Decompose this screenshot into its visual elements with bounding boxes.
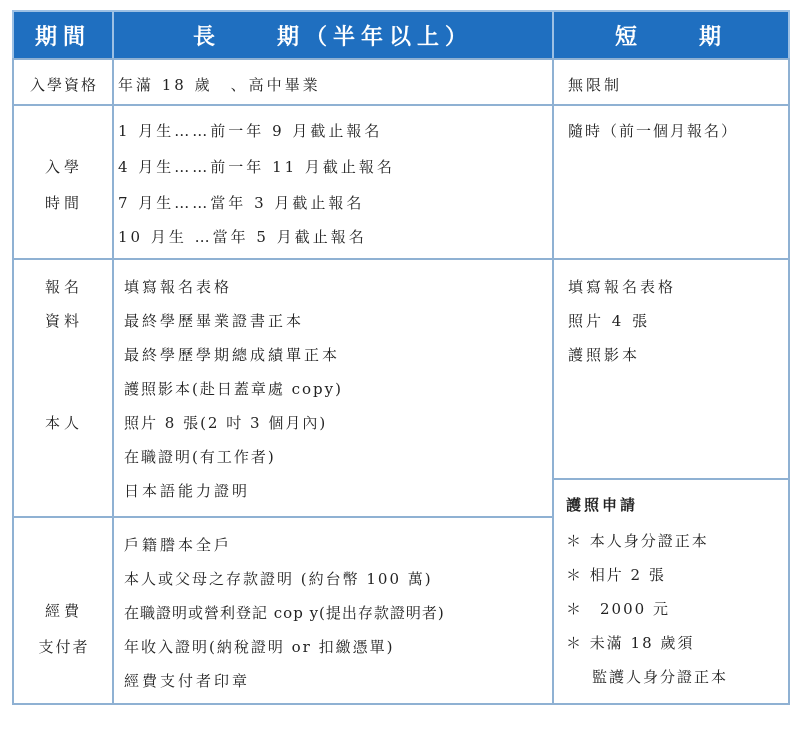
documents-short-cell — [552, 258, 790, 480]
documents-label-3: 本人 — [44, 414, 83, 432]
documents-line: 在職證明(有工作者) — [124, 448, 276, 466]
admission-short-cell — [552, 58, 790, 106]
funding-label-1: 經費 — [44, 602, 83, 620]
admission-table — [12, 10, 790, 705]
funding-line: 戶籍謄本全戶 — [124, 536, 233, 554]
passport-line: ＊ 相片 2 張 — [566, 566, 666, 584]
documents-line: 最終學歷畢業證書正本 — [124, 312, 305, 330]
timing-line: 1 月生……前一年 9 月截止報名 — [118, 122, 383, 140]
funding-line: 年收入證明(納稅證明 or 扣繳憑單) — [124, 638, 395, 656]
timing-line: 10 月生 …當年 5 月截止報名 — [118, 228, 367, 246]
funding-line: 經費支付者印章 — [124, 672, 251, 690]
timing-short: 隨時（前一個月報名） — [568, 122, 739, 140]
documents-line: 護照影本(赴日蓋章處 copy) — [124, 380, 343, 398]
passport-title: 護照申請 — [566, 496, 639, 514]
admission-short: 無限制 — [568, 76, 623, 94]
funding-label-cell — [12, 516, 114, 705]
passport-line: ＊ 未滿 18 歲須 — [566, 634, 695, 652]
documents-line: 日本語能力證明 — [124, 482, 251, 500]
funding-line: 在職證明或營利登記 cop y(提出存款證明者) — [124, 604, 445, 622]
funding-line: 本人或父母之存款證明 (約台幣 100 萬) — [124, 570, 433, 588]
documents-short-line: 照片 4 張 — [568, 312, 651, 330]
timing-line: 4 月生……前一年 11 月截止報名 — [118, 158, 395, 176]
header-short-term: 短 期 — [552, 10, 790, 60]
header-long-term: 長 期（半年以上） — [112, 10, 554, 60]
timing-line: 7 月生……當年 3 月截止報名 — [118, 194, 365, 212]
admission-label-cell — [12, 58, 114, 106]
passport-cell — [552, 478, 790, 705]
timing-label-1: 入學 — [44, 158, 83, 176]
passport-line: ＊ 2000 元 — [566, 600, 670, 618]
timing-label-2: 時間 — [44, 194, 83, 212]
admission-long: 年滿 18 歲 、高中畢業 — [118, 76, 321, 94]
admission-label: 入學資格 — [29, 76, 98, 94]
passport-line: ＊ 本人身分證正本 — [566, 532, 709, 550]
documents-line: 照片 8 張(2 吋 3 個月內) — [124, 414, 328, 432]
documents-label-cell — [12, 258, 114, 518]
header-period: 期間 — [12, 10, 114, 60]
funding-label-2: 支付者 — [38, 638, 90, 656]
timing-long-cell — [112, 104, 554, 260]
admission-long-cell — [112, 58, 554, 106]
documents-line: 最終學歷學期總成績單正本 — [124, 346, 341, 364]
timing-label-cell — [12, 104, 114, 260]
documents-long-cell — [112, 258, 554, 518]
passport-line: 監護人身分證正本 — [592, 668, 729, 686]
documents-short-line: 護照影本 — [568, 346, 641, 364]
documents-line: 填寫報名表格 — [124, 278, 233, 296]
funding-long-cell — [112, 516, 554, 705]
documents-label-1: 報名 — [44, 278, 83, 296]
documents-label-2: 資料 — [44, 312, 83, 330]
timing-short-cell — [552, 104, 790, 260]
documents-short-line: 填寫報名表格 — [568, 278, 677, 296]
